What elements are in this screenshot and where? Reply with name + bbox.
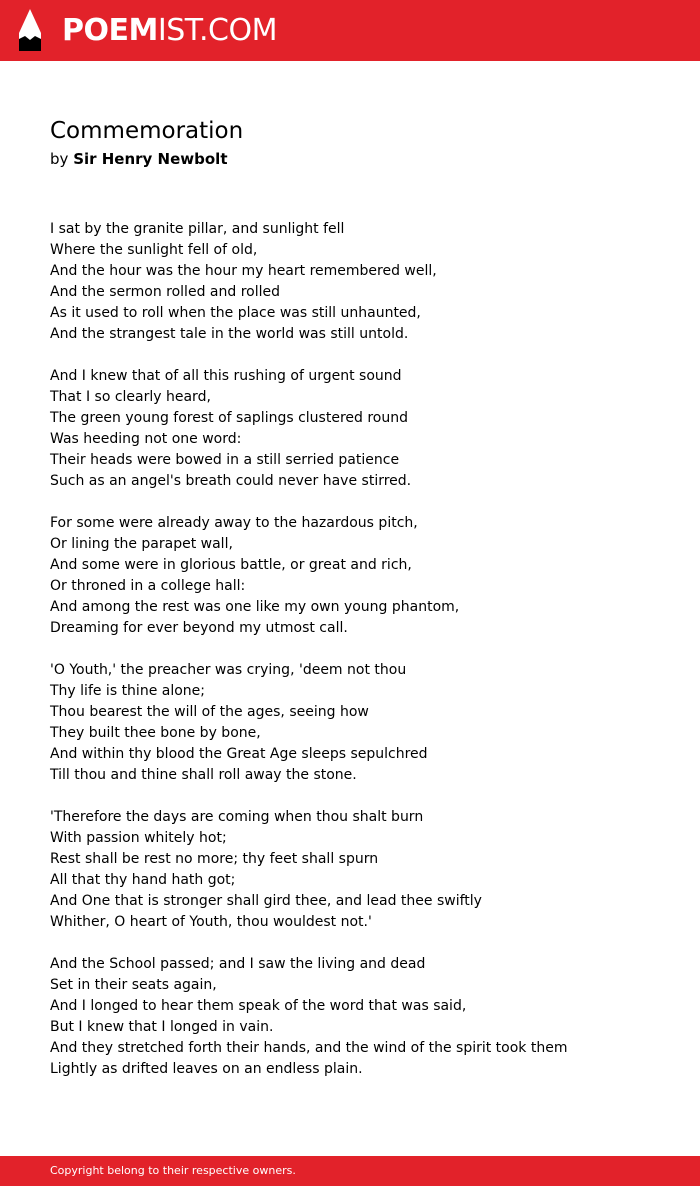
poem-line: Such as an angel's breath could never have stirred.: [50, 473, 412, 489]
poem-line: Whither, O heart of Youth, thou wouldest not.': [50, 914, 372, 930]
poem-line: Was heeding not one word:: [50, 431, 242, 447]
poem-stanza: [50, 513, 680, 639]
poem-line: I sat by the granite pillar, and sunlight fell: [50, 221, 345, 237]
poem-line: Where the sunlight fell of old,: [50, 242, 258, 258]
poem-line: Lightly as drifted leaves on an endless plain.: [50, 1061, 363, 1077]
poem-line: Rest shall be rest no more; thy feet shall spurn: [50, 851, 379, 867]
poem-stanza: [50, 660, 680, 786]
poem-stanza: [50, 219, 680, 345]
poem-line: And the strangest tale in the world was still untold.: [50, 326, 409, 342]
poem-body: [50, 219, 680, 1101]
poem-line: Thy life is thine alone;: [50, 683, 205, 699]
poem-line: And they stretched forth their hands, and the wind of the spirit took them: [50, 1040, 568, 1056]
poem-line: Set in their seats again,: [50, 977, 217, 993]
poem-line: For some were already away to the hazardous pitch,: [50, 515, 418, 531]
poem-byline: [50, 148, 228, 170]
poem-line: And the School passed; and I saw the living and dead: [50, 956, 426, 972]
poem-line: The green young forest of saplings clustered round: [50, 410, 408, 426]
poem-line: Or lining the parapet wall,: [50, 536, 233, 552]
poem-line: And some were in glorious battle, or great and rich,: [50, 557, 412, 573]
site-logo[interactable]: [62, 13, 277, 49]
site-header: [0, 0, 700, 61]
poem-line: And among the rest was one like my own young phantom,: [50, 599, 460, 615]
site-footer: [0, 1156, 700, 1186]
pencil-icon[interactable]: [17, 9, 43, 51]
poem-line: And within thy blood the Great Age sleeps sepulchred: [50, 746, 428, 762]
poem-line: They built thee bone by bone,: [50, 725, 261, 741]
poem-line: And the sermon rolled and rolled: [50, 284, 280, 300]
poem-line: But I knew that I longed in vain.: [50, 1019, 274, 1035]
poem-line: And One that is stronger shall gird thee, and lead thee swiftly: [50, 893, 482, 909]
poem-line: As it used to roll when the place was still unhaunted,: [50, 305, 421, 321]
copyright-text: Copyright belong to their respective owners.: [50, 1164, 296, 1177]
poem-line: 'Therefore the days are coming when thou shalt burn: [50, 809, 424, 825]
poem-line: Till thou and thine shall roll away the stone.: [50, 767, 357, 783]
logo-light-text: IST.COM: [157, 13, 277, 48]
poem-line: And I longed to hear them speak of the word that was said,: [50, 998, 467, 1014]
by-label: by: [50, 150, 69, 168]
poem-line: That I so clearly heard,: [50, 389, 211, 405]
poem-line: 'O Youth,' the preacher was crying, 'deem not thou: [50, 662, 407, 678]
poem-line: And I knew that of all this rushing of urgent sound: [50, 368, 402, 384]
poem-line: And the hour was the hour my heart remembered well,: [50, 263, 437, 279]
poem-line: All that thy hand hath got;: [50, 872, 236, 888]
poem-line: Thou bearest the will of the ages, seeing how: [50, 704, 369, 720]
poem-title: Commemoration: [50, 118, 244, 144]
poem-stanza: [50, 954, 680, 1080]
poem-line: Their heads were bowed in a still serried patience: [50, 452, 400, 468]
logo-bold-text: POEM: [62, 13, 158, 48]
poem-stanza: [50, 366, 680, 492]
poem-stanza: [50, 807, 680, 933]
poem-line: With passion whitely hot;: [50, 830, 227, 846]
author-name[interactable]: Sir Henry Newbolt: [73, 150, 228, 168]
poem-line: Dreaming for ever beyond my utmost call.: [50, 620, 348, 636]
poem-line: Or throned in a college hall:: [50, 578, 246, 594]
